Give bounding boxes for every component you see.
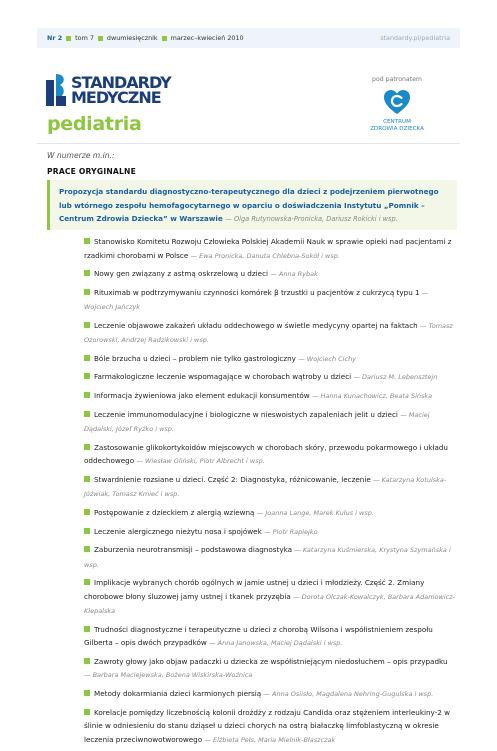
patronage-org-line-1: CENTRUM (383, 119, 411, 125)
bullet-square-icon (84, 355, 90, 361)
article-title: Korelacje pomiędzy liczebnością kolonii drożdży z rodzaju Candida oraz stężeniem interleukiny-2 w ślinie w odniesieniu do stanu dziąseł u dzieci chorych na ostrą białaczkę limfoblastyczną w okresie leczenia przeciwnowotworowego (84, 707, 451, 744)
article-item[interactable] (84, 370, 456, 385)
article-title: Zawroty głowy jako objaw padaczki u dziecka ze współistniejącym niedosłuchem – opis przypadku (94, 656, 448, 666)
article-item[interactable] (84, 389, 456, 404)
article-title: Leczenie objawowe zakażeń układu oddechowego w świetle medycyny opartej na faktach (94, 320, 418, 330)
article-list (84, 235, 456, 751)
article-item[interactable] (84, 543, 456, 572)
separator-square-icon (162, 36, 167, 41)
issue-header-bar (37, 28, 460, 48)
article-title: Trudności diagnostyczne i terapeutyczne u dzieci z chorobą Wilsona i współistnieniem zespołu Gilberta – opis dwóch przypadków (84, 624, 433, 648)
article-title: Informacja żywieniowa jako element edukacji konsumentów (94, 391, 310, 401)
logo-text (71, 75, 171, 105)
article-authors: — Dariusz M. Lebensztejn (353, 373, 438, 382)
article-authors: — Anna Rybak (270, 270, 318, 279)
article-title: Stwardnienie rozsiane u dzieci. Część 2: Diagnostyka, różnicowanie, leczenie (94, 474, 371, 484)
bullet-square-icon (84, 270, 90, 276)
article-title: Farmakologiczne leczenie wspomagające w chorobach wątroby u dzieci (94, 372, 352, 382)
article-item[interactable] (84, 286, 456, 315)
separator-square-icon (98, 36, 103, 41)
bullet-square-icon (84, 373, 90, 379)
article-authors: — Piotr Rapiejko (264, 527, 318, 536)
article-authors: — Katarzyna Kuśmierska, Krystyna Szymańska i wsp. (84, 546, 451, 569)
article-authors: — Katarzyna Kotulska-Jóźwiak, Tomasz Kmieć i wsp. (84, 475, 447, 499)
article-item[interactable] (84, 706, 456, 748)
article-item[interactable] (84, 441, 456, 469)
issue-volume: tom 7 (75, 34, 94, 42)
article-item[interactable] (84, 408, 456, 437)
separator-square-icon (66, 36, 71, 41)
patronage-block (352, 76, 442, 133)
bullet-square-icon (84, 658, 90, 664)
article-authors: — Elżbieta Pels, Maria Mielnik-Błaszczak (204, 735, 336, 744)
article-item[interactable] (84, 473, 456, 502)
article-authors: — Anna Osiisło, Magdalena Nehring-Gugulska i wsp. (263, 690, 434, 698)
article-authors: — Tomasz Ozorowski, Andrzej Radzikowski i wsp. (84, 321, 453, 345)
bullet-square-icon (84, 411, 90, 417)
article-item[interactable] (84, 655, 456, 683)
article-item[interactable] (84, 576, 456, 619)
article-title: Leczenie alergicznego nieżytu nosa i spojówek (94, 526, 262, 536)
article-item[interactable] (84, 525, 456, 540)
article-item[interactable] (84, 235, 456, 263)
article-item[interactable] (84, 319, 456, 348)
article-title: Rituximab w podtrzymywaniu czynności komórek β trzustki u pacjentów z cukrzycą typu 1 (94, 287, 420, 297)
issue-number: Nr 2 (47, 34, 63, 42)
intro-text: W numerze m.in.: (47, 151, 115, 160)
article-authors: — Wojciech Jańczyk (84, 288, 429, 312)
article-authors: — Joanna Lange, Marek Kulus i wsp. (256, 508, 374, 517)
article-title: Zastosowanie glikokortykoidów miejscowych w chorobach skóry, przewodu pokarmowego i układu oddechowego (84, 442, 448, 466)
article-title: Postępowanie z dzieckiem z alergią wziewną (94, 507, 255, 517)
bullet-square-icon (84, 476, 90, 482)
logo-line-2: MEDYCZNE (71, 88, 161, 107)
article-authors: — Dorota Olczak-Kowalczyk, Barbara Adamowicz-Klepalska (84, 592, 455, 616)
issue-meta (47, 34, 244, 42)
bullet-square-icon (84, 709, 90, 715)
article-item[interactable] (84, 352, 456, 367)
journal-url[interactable]: standardy.pl/pediatria (380, 34, 450, 42)
article-title: Stanowisko Komitetu Rozwoju Człowieka Polskiej Akademii Nauk w sprawie opieki nad pacjentami z rzadkimi chorobami w Polsce (84, 237, 452, 260)
header-divider (37, 143, 460, 144)
article-authors: — Wojciech Cichy (298, 354, 357, 363)
article-authors: — Ewa Pronicka, Danuta Chlebna-Sokół i wsp. (190, 251, 340, 260)
bullet-square-icon (84, 528, 90, 534)
article-title: Zaburzenia neurotransmisji – podstawowa diagnostyka (94, 545, 293, 555)
patronage-org (352, 119, 442, 133)
bullet-square-icon (84, 546, 90, 552)
article-title: Nowy gen związany z astmą oskrzelową u dzieci (94, 269, 269, 279)
article-item[interactable] (84, 506, 456, 521)
article-title: Implikacje wybranych chorób ogólnych w jamie ustnej u dzieci i młodzieży. Część 2. Zmiany chorobowe błony śluzowej jamy ustnej i tkanek przyzębia (84, 578, 425, 601)
issue-date: marzec–kwiecień 2010 (170, 34, 244, 42)
journal-logo (46, 73, 171, 107)
article-item[interactable] (84, 267, 456, 282)
bullet-square-icon (84, 626, 90, 632)
section-title: PRACE ORYGINALNE (47, 167, 136, 176)
article-authors: — Hanna Kunachowicz, Beata Sińska (311, 392, 433, 401)
bullet-square-icon (84, 444, 90, 450)
logo-mark-icon (46, 74, 66, 106)
article-item[interactable] (84, 623, 456, 651)
bullet-square-icon (84, 392, 90, 398)
patronage-org-line-2: ZDROWIA DZIECKA (370, 126, 424, 132)
article-item[interactable] (84, 687, 456, 702)
bullet-square-icon (84, 238, 90, 244)
bullet-square-icon (84, 690, 90, 696)
article-title: Metody dokarmiania dzieci karmionych piersią (94, 689, 262, 698)
featured-article-authors: — Olga Rutynowska-Pronicka, Dariusz Rokicki i wsp. (225, 215, 398, 223)
article-authors: — Anna Janowska, Maciej Dądalski i wsp. (209, 639, 343, 648)
patronage-label: pod patronatem (372, 76, 422, 83)
bullet-square-icon (84, 322, 90, 328)
bullet-square-icon (84, 579, 90, 585)
article-authors: — Wiesław Gliński, Piotr Albrecht i wsp. (136, 457, 265, 466)
article-title: Leczenie immunomodulacyjne i biologiczne w nieswoistych zapaleniach jelit u dzieci (94, 409, 398, 419)
bullet-square-icon (84, 509, 90, 515)
bullet-square-icon (84, 289, 90, 295)
journal-subtitle: pediatria (47, 113, 142, 135)
featured-article-title: Propozycja standardu diagnostyczno-terapeutycznego dla dzieci z podejrzeniem pierwotnego lub wtórnego zespołu hemofagocytarnego w oparciu o doświadczenia Instytutu „Pomnik – Centrum Zdrowia Dziecka” w Warszawie (59, 187, 439, 223)
article-authors: — Barbara Maciejewska, Bożena Wiskirska-Woźnica (84, 671, 253, 680)
issue-frequency: dwumiesięcznik (106, 34, 158, 42)
article-authors: — Maciej Dądalski, Józef Ryżko i wsp. (84, 410, 430, 434)
logo-line-1: STANDARDY (71, 73, 171, 92)
heart-logo-icon (383, 89, 411, 117)
article-title: Bóle brzucha u dzieci – problem nie tylko gastrologiczny (94, 353, 296, 363)
featured-article[interactable] (47, 180, 457, 230)
